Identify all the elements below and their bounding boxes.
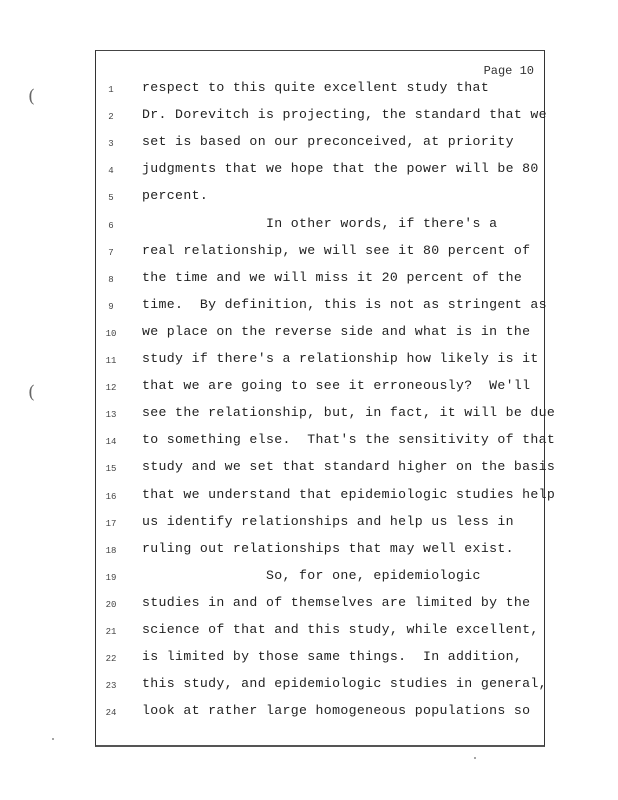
line-number: 20 (105, 599, 117, 610)
transcript-line (96, 296, 547, 324)
transcript-line (96, 405, 556, 432)
transcript-line (96, 324, 544, 351)
line-text: to something else. That's the sensitivity of that (142, 432, 556, 448)
line-text: studies in and of themselves are limited by the (142, 594, 531, 610)
transcript-line (96, 188, 544, 215)
line-text: real relationship, we will see it 80 percent of (142, 242, 531, 258)
margin-bracket-mark: ( (28, 86, 36, 107)
line-text: look at rather large homogeneous populations so (142, 703, 531, 719)
line-text: time. By definition, this is not as stringent as (142, 296, 547, 312)
line-number: 2 (108, 112, 114, 123)
page-number: Page 10 (483, 64, 534, 78)
transcript-line (96, 134, 544, 161)
line-text: is limited by those same things. In addition, (142, 649, 523, 665)
line-text: Dr. Dorevitch is projecting, the standard that we (142, 107, 547, 123)
line-number: 17 (105, 518, 117, 529)
line-number: 10 (105, 328, 117, 339)
line-text: So, for one, epidemiologic (142, 567, 481, 583)
transcript-line (96, 568, 544, 595)
transcript-line (96, 703, 544, 730)
line-number: 3 (108, 139, 114, 150)
transcript-line (96, 622, 544, 649)
line-text: see the relationship, but, in fact, it will be due (142, 405, 556, 421)
line-number: 11 (105, 356, 117, 366)
line-text: we place on the reverse side and what is in the (142, 323, 531, 339)
line-text: respect to this quite excellent study that (142, 80, 490, 95)
line-text: that we understand that epidemiologic studies help (142, 486, 556, 502)
line-text: study and we set that standard higher on the basis (142, 459, 556, 475)
line-number: 24 (105, 708, 117, 719)
line-text: science of that and this study, while excellent, (142, 622, 539, 637)
transcript-line (96, 243, 544, 270)
transcript-line (96, 541, 544, 568)
line-number: 21 (105, 627, 117, 637)
scan-speck (52, 738, 54, 740)
transcript-line (96, 595, 544, 622)
line-number: 12 (105, 383, 117, 394)
transcript-line (96, 107, 547, 134)
line-text: judgments that we hope that the power will be 80 (142, 161, 539, 177)
line-number: 8 (108, 274, 114, 285)
line-number: 19 (105, 572, 117, 583)
line-number: 1 (108, 85, 114, 95)
line-number: 23 (105, 681, 117, 692)
line-text: study if there's a relationship how likely is it (142, 351, 539, 366)
line-text: set is based on our preconceived, at priority (142, 134, 514, 150)
transcript-line (96, 351, 544, 378)
line-text: that we are going to see it erroneously? We'll (142, 378, 531, 394)
scan-speck (474, 757, 476, 759)
line-number: 7 (108, 247, 114, 258)
line-text: the time and we will miss it 20 percent of the (142, 269, 523, 285)
line-text: us identify relationships and help us less in (142, 513, 514, 529)
line-number: 13 (105, 410, 117, 421)
line-number: 6 (108, 220, 114, 231)
transcript-line (96, 514, 544, 541)
line-number: 16 (105, 491, 117, 502)
line-number: 15 (105, 464, 117, 475)
transcript-line (96, 649, 544, 676)
line-text: ruling out relationships that may well exist. (142, 540, 514, 556)
line-number: 18 (105, 545, 117, 556)
line-text: percent. (142, 188, 209, 204)
line-text: In other words, if there's a (142, 215, 498, 231)
transcript-page (95, 50, 556, 747)
transcript-line (96, 432, 556, 459)
transcript-line (96, 486, 556, 514)
line-number: 5 (108, 193, 114, 204)
transcript-line (96, 459, 556, 486)
line-text: this study, and epidemiologic studies in general, (142, 676, 547, 692)
transcript-line (96, 80, 544, 107)
transcript-line (96, 216, 544, 243)
margin-bracket-mark: ( (28, 382, 36, 403)
line-number: 4 (108, 166, 114, 177)
transcript-line (96, 161, 544, 188)
transcript-line (96, 378, 544, 405)
line-number: 22 (105, 654, 117, 665)
line-number: 14 (105, 437, 117, 448)
transcript-line (96, 676, 547, 703)
line-number: 9 (108, 301, 114, 312)
transcript-line (96, 270, 544, 297)
